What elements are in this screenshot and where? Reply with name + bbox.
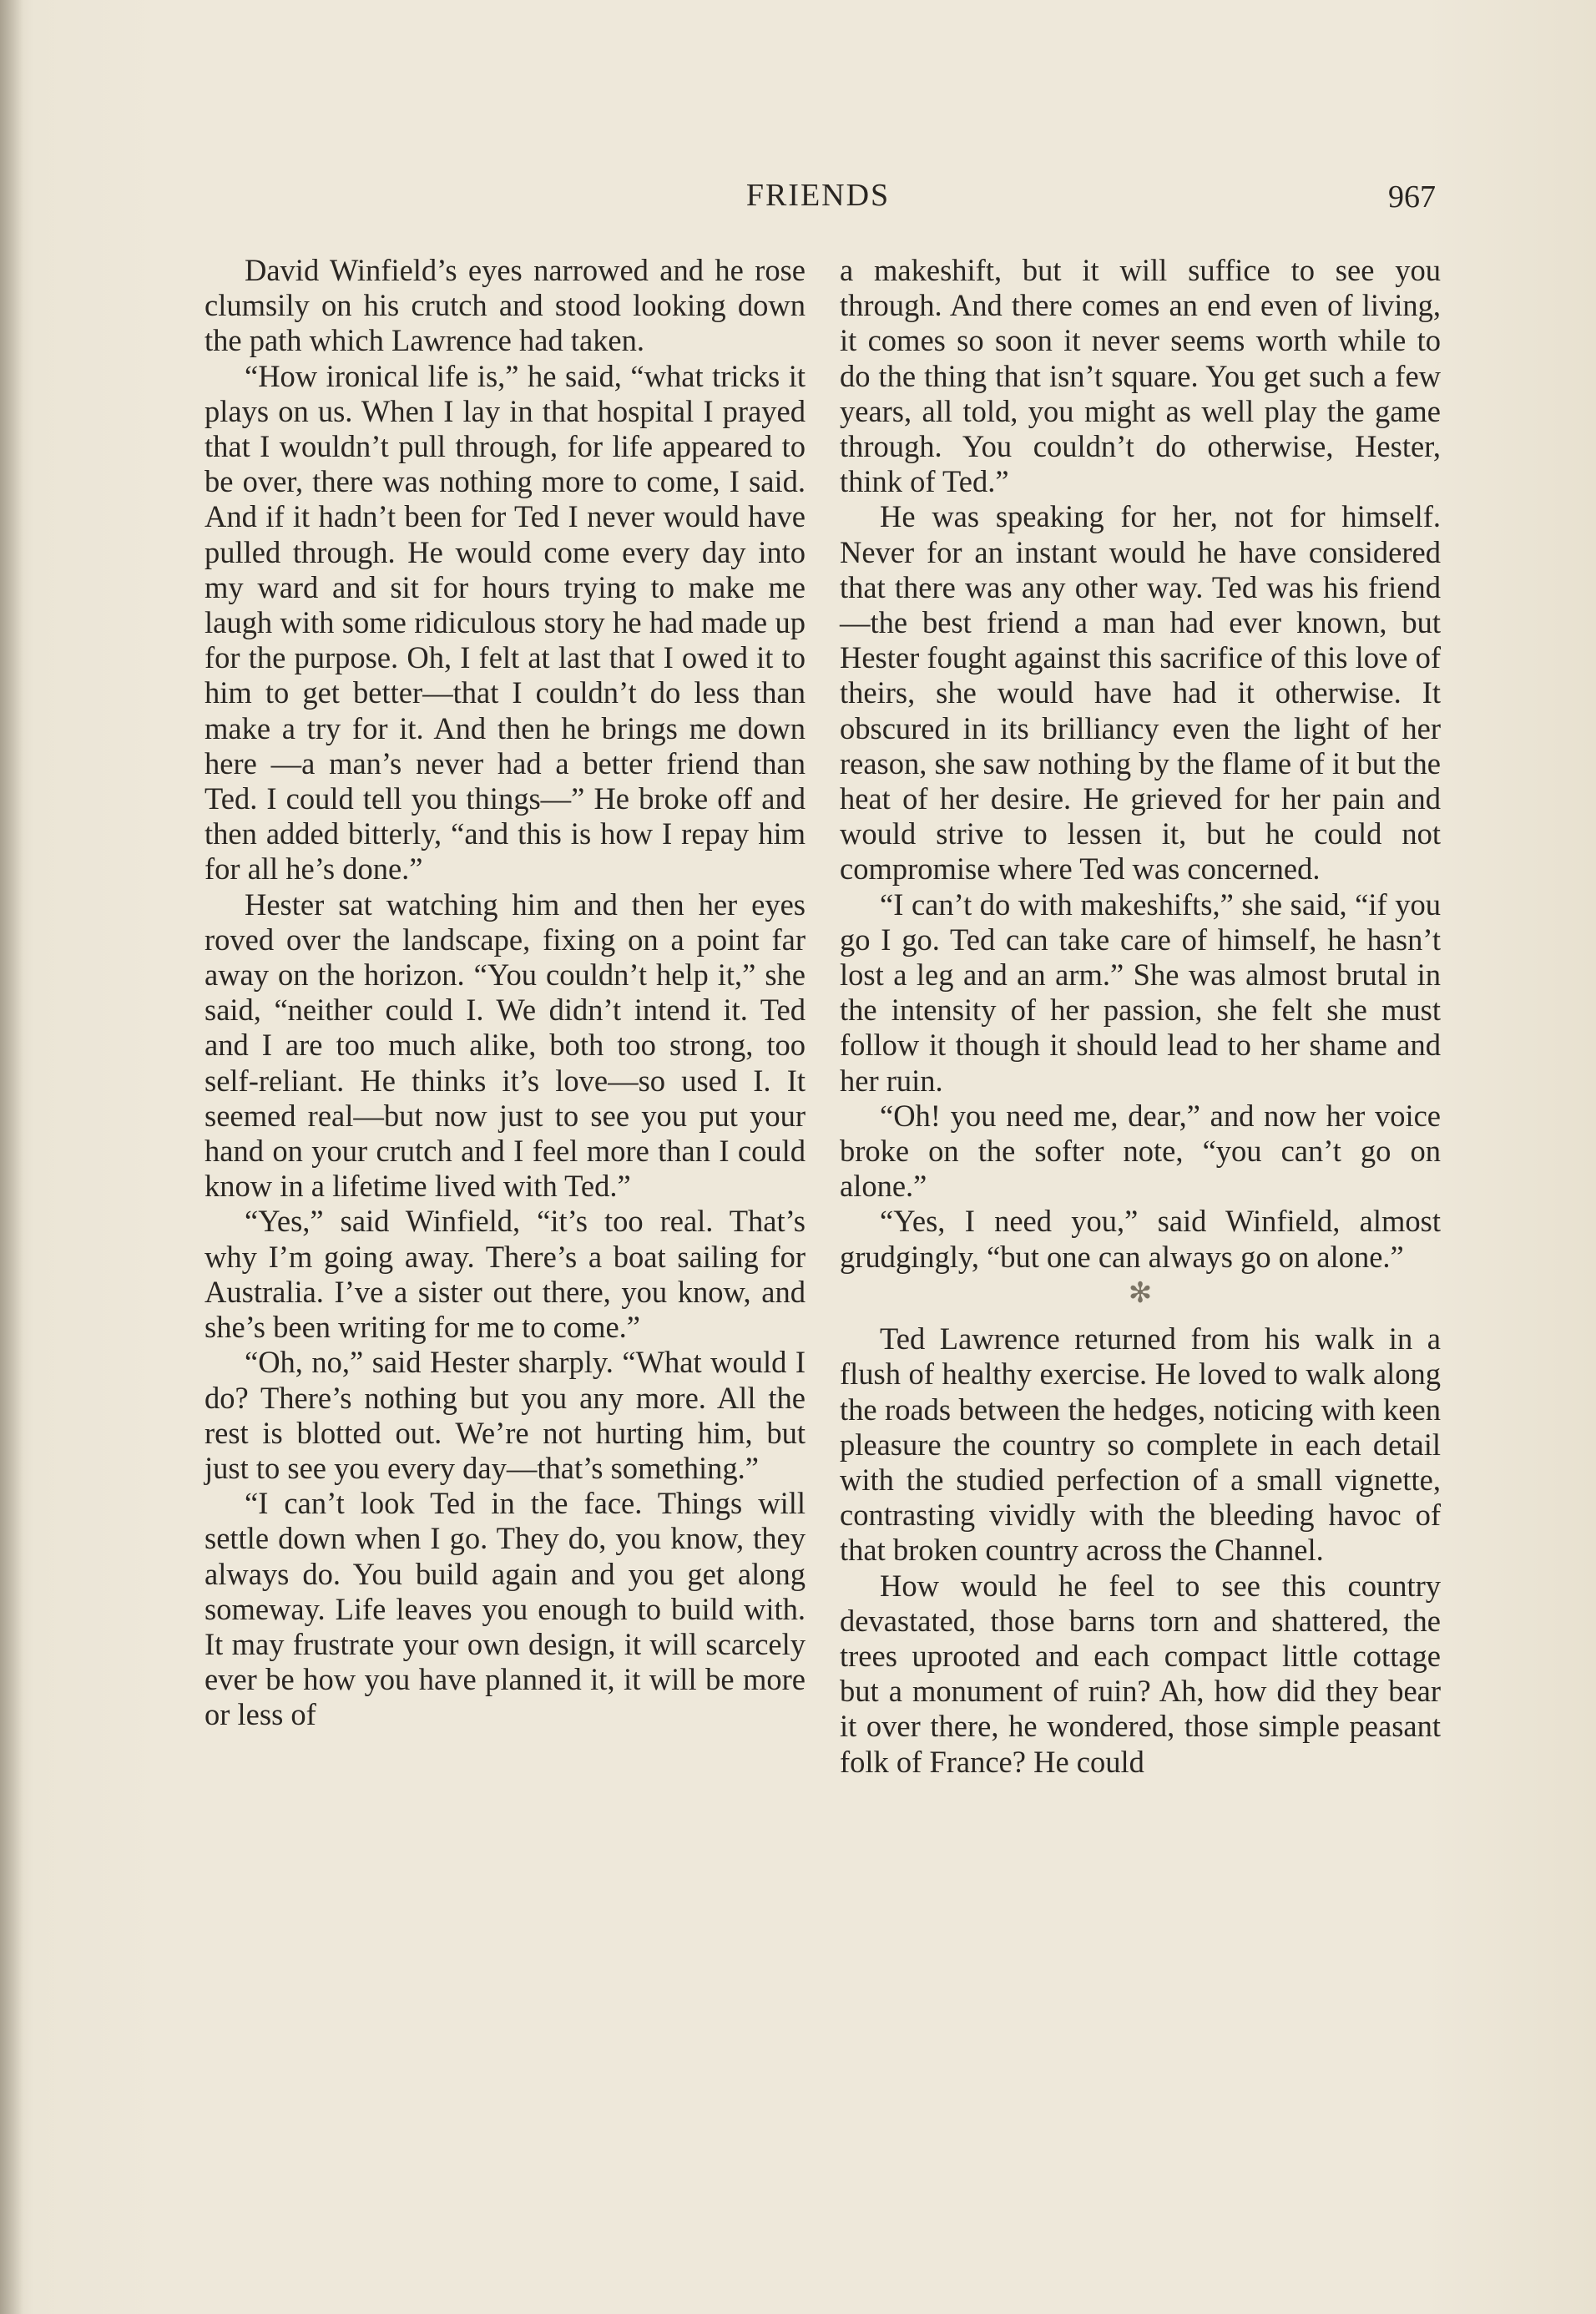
paragraph: “Yes,” said Winfield, “it’s too real. That’s why I’m going away. There’s a boat sailing for Australia. I’ve a sister out there, you know, and she’s been writing for me to come.”	[205, 1204, 806, 1345]
paragraph: “How ironical life is,” he said, “what tricks it plays on us. When I lay in that hospital I prayed that I wouldn’t pull through, for life appeared to be over, there was nothing more to come, I said. And if it hadn’t been for Ted I never would have pulled through. He would come every day into my ward and sit for hours trying to make me laugh with some ridiculous story he had made up for the purpose. Oh, I felt at last that I owed it to him to get better—that I couldn’t do less than make a try for it. And then he brings me down here —a man’s never had a better friend than Ted. I could tell you things—” He broke off and then added bitterly, “and this is how I repay him for all he’s done.”	[205, 358, 806, 887]
section-break-ornament: ✻	[1128, 1277, 1153, 1309]
page-number: 967	[1388, 179, 1436, 215]
running-title: FRIENDS	[745, 178, 891, 213]
paragraph: “Yes, I need you,” said Winfield, almost grudgingly, “but one can always go on alone.”	[840, 1204, 1441, 1274]
paragraph-continued: a makeshift, but it will suffice to see you through. And there comes an end even of living, it comes so soon it never seems worth while to do the thing that isn’t square. You get such a few years, all told, you might as well play the game through. You couldn’t do otherwise, Hester, think of Ted.”	[840, 253, 1441, 499]
paragraph: He was speaking for her, not for himself. Never for an instant would he have considered that there was any other way. Ted was his friend—the best friend a man had ever known, but Hester fought against this sacrifice of this love of theirs, she would have had it otherwise. It obscured in its brilliancy even the light of her reason, she saw nothing by the flame of it but the heat of her desire. He grieved for her pain and would strive to lessen it, but he could not compromise where Ted was concerned.	[840, 499, 1441, 887]
paragraph: Hester sat watching him and then her eyes roved over the landscape, fixing on a point far away on the horizon. “You couldn’t help it,” she said, “neither could I. We didn’t intend it. Ted and I are too much alike, both too strong, too self-reliant. He thinks it’s love—so used I. It seemed real—but now just to see you put your hand on your crutch and I feel more than I could know in a lifetime lived with Ted.”	[205, 887, 806, 1204]
paragraph: David Winfield’s eyes narrowed and he rose clumsily on his crutch and stood looking down the path which Lawrence had taken.	[205, 253, 806, 358]
paragraph: “I can’t do with makeshifts,” she said, “if you go I go. Ted can take care of himself, he hasn’t lost a leg and an arm.” She was almost brutal in the intensity of her passion, she felt she must follow it though it should lead to her shame and her ruin.	[840, 887, 1441, 1098]
page-header	[200, 177, 1436, 227]
paragraph: “I can’t look Ted in the face. Things will settle down when I go. They do, you know, they always do. You build again and you get along someway. Life leaves you enough to build with. It may frustrate your own design, it will scarcely ever be how you have planned it, it will be more or less of	[205, 1486, 806, 1732]
left-column	[205, 253, 806, 1733]
paragraph: “Oh! you need me, dear,” and now her voice broke on the softer note, “you can’t go on alone.”	[840, 1098, 1441, 1204]
paragraph: “Oh, no,” said Hester sharply. “What would I do? There’s nothing but you any more. All the rest is blotted out. We’re not hurting him, but just to see you every day—that’s something.”	[205, 1345, 806, 1485]
paragraph: How would he feel to see this country devastated, those barns torn and shattered, the trees uprooted and each compact little cottage but a monument of ruin? Ah, how did they bear it over there, he wondered, those simple peasant folk of France? He could	[840, 1568, 1441, 1779]
binding-shadow	[0, 0, 23, 2314]
right-column	[840, 253, 1441, 1780]
paragraph: Ted Lawrence returned from his walk in a flush of healthy exercise. He loved to walk along the roads between the hedges, noticing with keen pleasure the country so complete in each detail with the studied perfection of a small vignette, contrasting vividly with the bleeding havoc of that broken country across the Channel.	[840, 1321, 1441, 1568]
